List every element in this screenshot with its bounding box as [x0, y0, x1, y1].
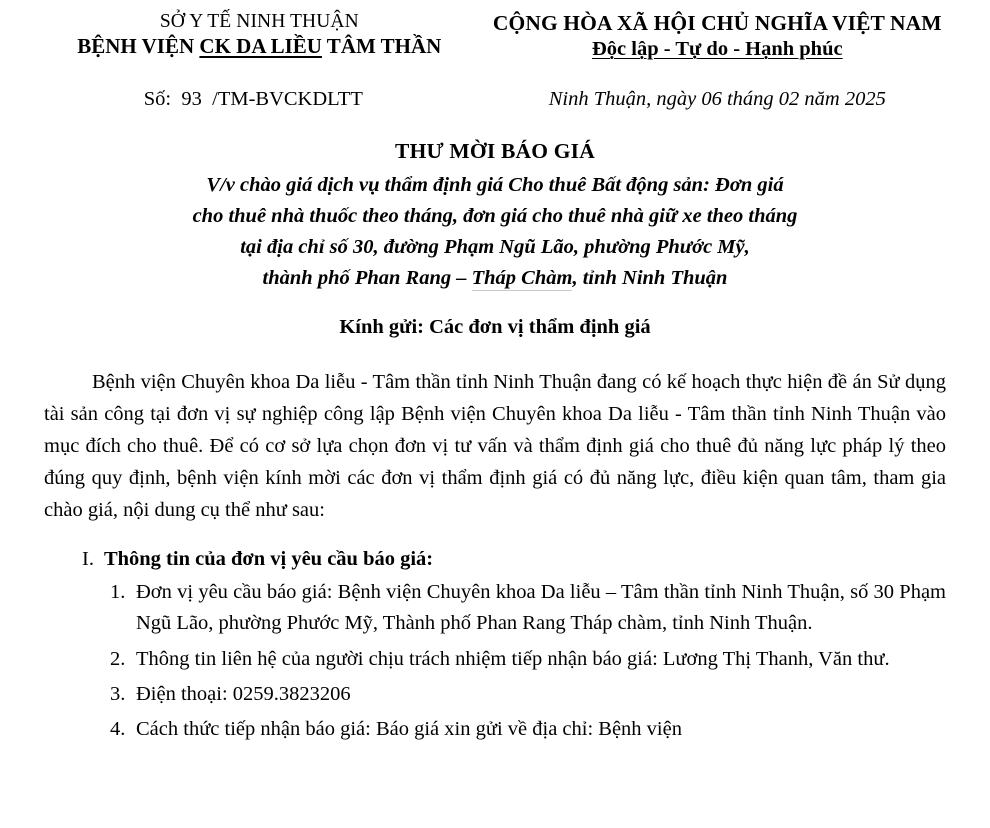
list-item — [82, 644, 946, 675]
section-1-title: Thông tin của đơn vị yêu cầu báo giá: — [103, 548, 434, 571]
list-item-number: 2. — [110, 647, 126, 670]
organization-name — [52, 34, 467, 59]
header-left-column — [22, 10, 467, 59]
document-subtitle — [22, 170, 968, 295]
list-item-text: Điện thoại: 0259.3823206 — [136, 682, 351, 705]
subtitle-last-after: , tỉnh Ninh Thuận — [572, 267, 728, 290]
subtitle-line: cho thuê nhà thuốc theo tháng, đơn giá cho thuê nhà giữ xe theo tháng — [192, 204, 798, 227]
subtitle-line — [22, 263, 968, 294]
list-item-number: 3. — [110, 682, 126, 705]
national-motto: Độc lập - Tự do - Hạnh phúc — [592, 38, 843, 61]
subtitle-last-before: thành phố Phan Rang – — [262, 267, 472, 290]
document-number — [22, 88, 467, 111]
body-paragraph: Bệnh viện Chuyên khoa Da liễu - Tâm thần tỉnh Ninh Thuận đang có kế hoạch thực hiện đề án Sử dụng tài sản công tại đơn vị sự nghiệp công lập Bệnh viện Chuyên khoa Da liễu - Tâm thần tỉnh Ninh Thuận vào mục đích cho thuê. Để có cơ sở lựa chọn đơn vị tư vấn và thẩm định giá cho thuê đủ năng lực pháp lý theo đúng quy định, bệnh viện kính mời các đơn vị thẩm định giá có đủ năng lực, điều kiện quan tâm, tham gia chào giá, nội dung cụ thể như sau: — [44, 371, 946, 521]
document-meta-row — [22, 88, 968, 111]
list-item-number: 4. — [110, 717, 126, 740]
subtitle-last-underlined: Tháp Chàm — [471, 267, 573, 290]
subtitle-line: V/v chào giá dịch vụ thẩm định giá Cho thuê Bất động sản: Đơn giá — [206, 173, 784, 196]
title-block — [22, 139, 968, 295]
document-number-value: 93 — [181, 87, 202, 110]
organization-name-prefix: BỆNH VIỆN — [77, 33, 200, 58]
section-1-heading — [82, 548, 946, 571]
document-number-suffix: /TM-BVCKDLTT — [212, 87, 363, 110]
organization-name-underlined: CK DA LIỀU — [199, 33, 322, 58]
list-item-text: Cách thức tiếp nhận báo giá: Báo giá xin gửi về địa chỉ: Bệnh viện — [136, 717, 682, 740]
parent-organization-name: SỞ Y TẾ NINH THUẬN — [159, 11, 359, 32]
list-item-text: Thông tin liên hệ của người chịu trách nhiệm tiếp nhận báo giá: Lương Thị Thanh, Văn thư. — [136, 647, 890, 670]
list-item — [82, 679, 946, 710]
organization-name-suffix: TÂM THẦN — [321, 33, 442, 58]
recipient-line: Kính gửi: Các đơn vị thẩm định giá — [339, 316, 651, 339]
country-name: CỘNG HÒA XÃ HỘI CHỦ NGHĨA VIỆT NAM — [492, 11, 942, 35]
list-item — [82, 577, 946, 639]
list-item — [82, 714, 946, 745]
list-item-text: Đơn vị yêu cầu báo giá: Bệnh viện Chuyên khoa Da liễu – Tâm thần tỉnh Ninh Thuận, số 30 Phạm Ngũ Lão, phường Phước Mỹ, Thành phố Phan Rang Tháp chàm, tỉnh Ninh Thuận. — [136, 581, 946, 635]
section-1 — [22, 548, 968, 745]
list-item-number: 1. — [110, 581, 126, 604]
document-number-label: Số: — [143, 87, 172, 110]
document-date: Ninh Thuận, ngày 06 tháng 02 năm 2025 — [548, 87, 886, 110]
document-header — [22, 10, 968, 62]
header-right-column — [467, 10, 968, 62]
section-1-number: I. — [82, 548, 94, 571]
document-title: THƯ MỜI BÁO GIÁ — [395, 138, 595, 163]
section-1-item-list — [82, 577, 946, 745]
subtitle-line: tại địa chỉ số 30, đường Phạm Ngũ Lão, phường Phước Mỹ, — [240, 236, 750, 259]
